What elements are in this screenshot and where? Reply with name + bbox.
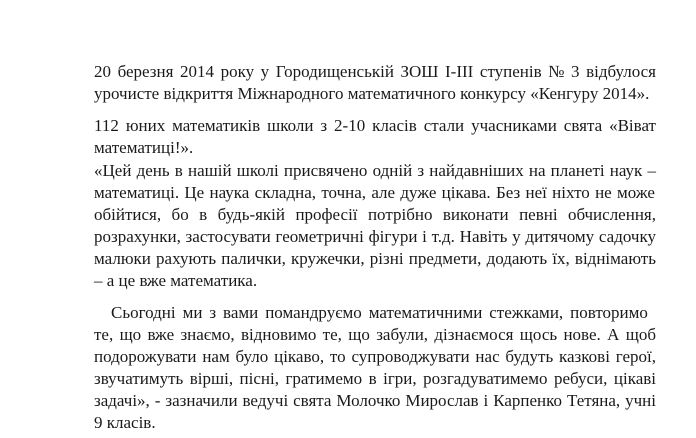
- paragraph-quote-mathematics: [94, 160, 656, 292]
- text-line: обійтися, бо в будь-якій професії потрібно виконати певні обчислення,: [94, 205, 656, 224]
- text-line: математиці!».: [94, 138, 194, 157]
- text-line: малюки рахують палички, кружечки, різні предмети, додають їх, віднімають: [94, 249, 656, 268]
- text-line: розрахунки, застосувати геометричні фігури і т.д. Навіть у дитячому садочку: [94, 227, 656, 246]
- text-line: подорожувати нам було цікаво, то супроводжувати нас будуть казкові герої,: [94, 347, 656, 366]
- text-line: 20 березня 2014 року у Городищенській ЗОШ І-ІІІ ступенів № 3 відбулося: [94, 62, 656, 81]
- text-line: те, що вже знаємо, відновимо те, що забули, дізнаємося щось нове. А щоб: [94, 325, 656, 344]
- text-line: «Цей день в нашій школі присвячено одній з найдавніших на планеті наук –: [94, 161, 656, 180]
- text-line: – а це вже математика.: [94, 271, 258, 290]
- text-line: 9 класів.: [94, 413, 156, 432]
- text-line: Сьогодні ми з вами помандруємо математичними стежками, повторимо: [111, 303, 648, 322]
- text-line: звучатимуть вірші, пісні, гратимемо в ігри, розгадуватимемо ребуси, цікаві: [94, 369, 656, 388]
- text-line: задачі», - зазначили ведучі свята Молочко Мирослав і Карпенко Тетяна, учні: [94, 391, 656, 410]
- paragraph-opening-announcement: [94, 61, 656, 105]
- text-line: урочисте відкриття Міжнародного математичного конкурсу «Кенгуру 2014».: [94, 84, 650, 103]
- paragraph-hosts-speech: [94, 302, 656, 434]
- text-line: математиці. Це наука складна, точна, але дуже цікава. Без неї ніхто не може: [94, 183, 655, 202]
- text-line: 112 юних математиків школи з 2-10 класів стали учасниками свята «Віват: [94, 116, 656, 135]
- paragraph-participants: [94, 115, 656, 159]
